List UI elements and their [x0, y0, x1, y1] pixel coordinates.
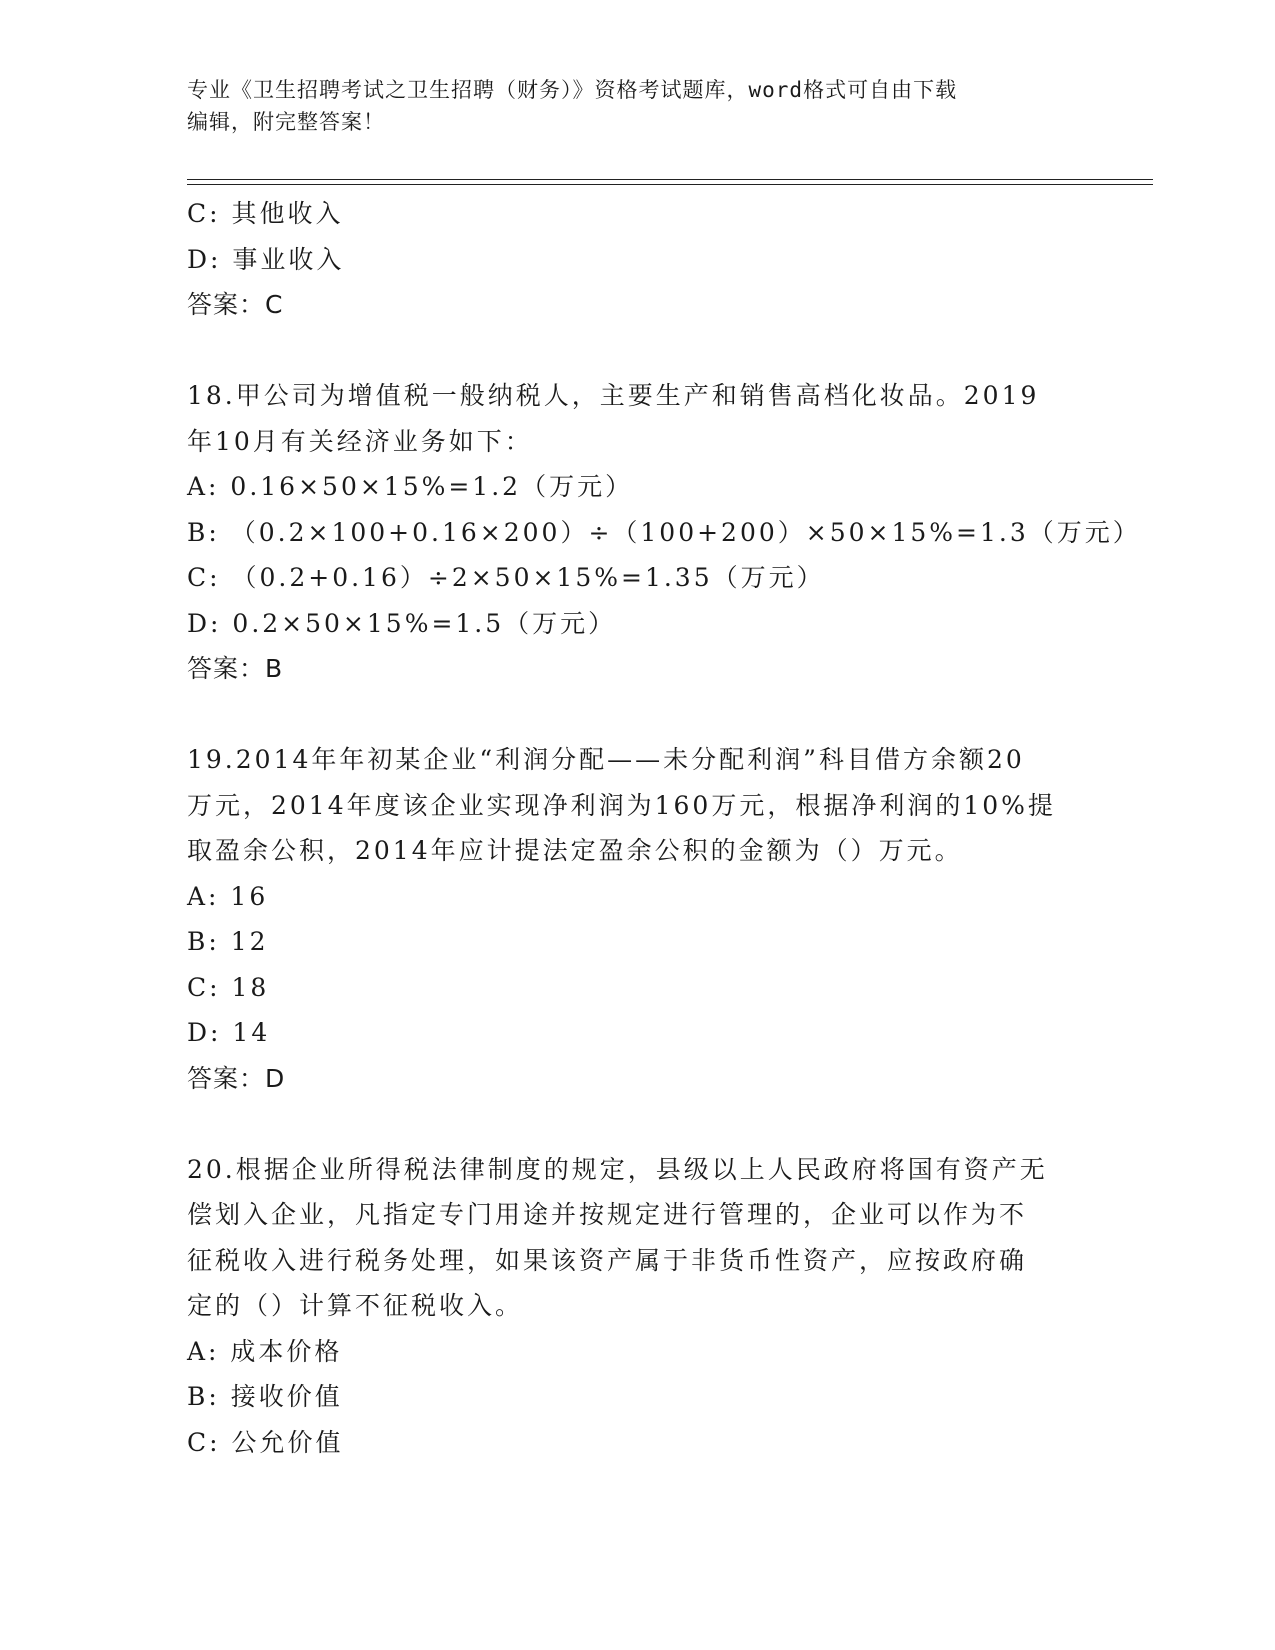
option-c: C: （0.2+0.16）÷2×50×15%=1.35（万元）: [187, 563, 825, 592]
spacer: [187, 328, 1087, 374]
option-b: B: 12: [187, 927, 269, 956]
answer-line: 答案：B: [187, 654, 284, 683]
option-d: D: 0.2×50×15%=1.5（万元）: [187, 608, 617, 638]
header-line-2: 编辑，附完整答案！: [187, 110, 385, 134]
option-a: A: 成本价格: [187, 1336, 343, 1366]
spacer: [187, 692, 1087, 738]
question-text-line: 万元，2014年度该企业实现净利润为160万元，根据净利润的10%提: [187, 790, 1056, 820]
question-18: [187, 373, 1141, 692]
document-header: [187, 74, 1067, 138]
option-d: D: 事业收入: [187, 244, 345, 274]
question-text-line: 18.甲公司为增值税一般纳税人，主要生产和销售高档化妆品。2019: [187, 381, 1040, 410]
question-20: [187, 1147, 1087, 1466]
question-text-line: 年10月有关经济业务如下：: [187, 426, 533, 456]
option-c: C: 公允价值: [187, 1427, 344, 1457]
question-text-line: 19.2014年年初某企业“利润分配——未分配利润”科目借方余额20: [187, 745, 1025, 774]
header-divider-top: [187, 179, 1153, 180]
question-text-line: 征税收入进行税务处理，如果该资产属于非货币性资产，应按政府确: [187, 1245, 1028, 1275]
option-b: B: 接收价值: [187, 1382, 343, 1411]
document-body: [187, 191, 1141, 1465]
question-text-line: 取盈余公积，2014年应计提法定盈余公积的金额为（）万元。: [187, 836, 963, 865]
answer-line: 答案：D: [187, 1063, 286, 1093]
option-c: C: 18: [187, 972, 270, 1002]
header-line-1: 专业《卫生招聘考试之卫生招聘（财务）》资格考试题库，word格式可自由下载: [187, 78, 958, 102]
question-text-line: 偿划入企业，凡指定专门用途并按规定进行管理的，企业可以作为不: [187, 1200, 1028, 1229]
option-a: A: 16: [187, 881, 269, 911]
option-b: B: （0.2×100+0.16×200）÷（100+200）×50×15%=1.3（万元）: [187, 517, 1141, 547]
question-17-tail: [187, 191, 1087, 328]
answer-line: 答案：C: [187, 290, 284, 319]
header-divider-bottom: [187, 184, 1153, 185]
option-d: D: 14: [187, 1018, 271, 1047]
option-a: A: 0.16×50×15%=1.2（万元）: [187, 472, 634, 501]
option-c: C: 其他收入: [187, 199, 344, 228]
spacer: [187, 1101, 1087, 1147]
question-text-line: 20.根据企业所得税法律制度的规定，县级以上人民政府将国有资产无: [187, 1154, 1048, 1184]
question-19: [187, 737, 1087, 1101]
question-text-line: 定的（）计算不征税收入。: [187, 1291, 524, 1320]
